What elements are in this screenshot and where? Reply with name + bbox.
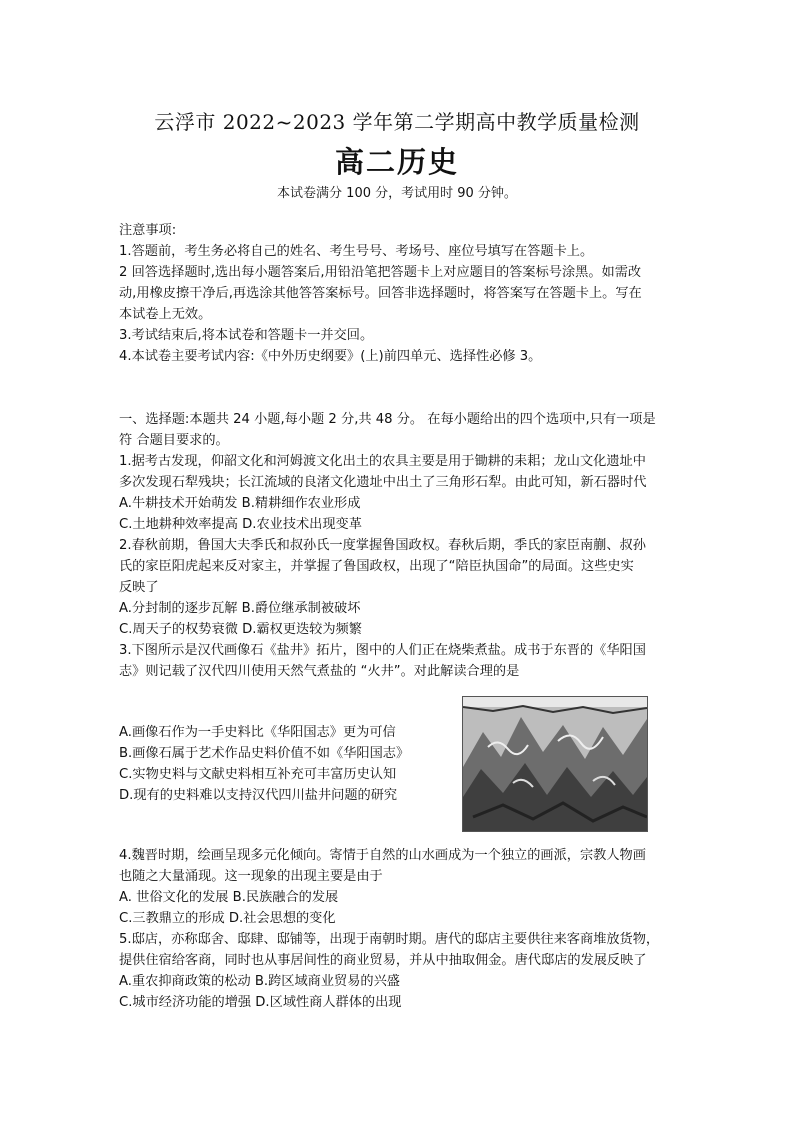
question-5-options: C.城市经济功能的增强 D.区域性商人群体的出现 [119,995,402,1010]
exam-info: 本试卷满分 100 分，考试用时 90 分钟。 [277,186,517,201]
section-heading: 一、选择题:本题共 24 小题,每小题 2 分,共 48 分。 在每小题给出的四个选项中,只有一项是 [119,412,656,427]
question-1-stem: 1.据考古发现，仰韶文化和河姆渡文化出土的农具主要是用于锄耕的耒耜；龙山文化遗址中 [119,454,646,469]
note-line: 4.本试卷主要考试内容:《中外历史纲要》(上)前四单元、选择性必修 3。 [119,349,542,364]
question-2-options: A.分封制的逐步瓦解 B.爵位继承制被破坏 [119,601,361,616]
notes-heading: 注意事项: [119,223,177,238]
question-5-options: A.重农抑商政策的松动 B.跨区域商业贸易的兴盛 [119,974,400,989]
question-2-stem: 2.春秋前期，鲁国大夫季氏和叔孙氏一度掌握鲁国政权。春秋后期，季氏的家臣南蒯、叔孙 [119,538,646,553]
question-3-option: B.画像石属于艺术作品史料价值不如《华阳国志》 [119,746,410,761]
question-4-stem: 4.魏晋时期，绘画呈现多元化倾向。寄情于自然的山水画成为一个独立的画派，宗教人物画 [119,848,646,863]
question-3-option: C.实物史料与文献史料相互补充可丰富历史认知 [119,767,397,782]
question-5-stem: 5.邸店，亦称邸舍、邸肆、邸铺等，出现于南朝时期。唐代的邸店主要供往来客商堆放货物， [119,932,660,947]
note-line: 3.考试结束后,将本试卷和答题卡一并交回。 [119,328,374,343]
exam-title: 云浮市 2022~2023 学年第二学期高中教学质量检测 [154,110,640,134]
note-line: 2 回答选择题时,选出每小题答案后,用铅沿笔把答题卡上对应题目的答案标号涂黑。如需改 [119,265,642,280]
question-4-options: A. 世俗文化的发展 B.民族融合的发展 [119,890,339,905]
question-5-stem: 提供住宿给客商，同时也从事居间性的商业贸易，并从中抽取佣金。唐代邸店的发展反映了 [119,953,647,968]
question-4-options: C.三教鼎立的形成 D.社会思想的变化 [119,911,336,926]
question-2-stem: 氏的家臣阳虎起来反对家主，并掌握了鲁国政权，出现了“陪臣执国命”的局面。这些史实 [119,559,634,574]
question-1-options: C.土地耕种效率提高 D.农业技术出现变革 [119,517,362,532]
question-1-options: A.牛耕技术开始萌发 B.精耕细作农业形成 [119,496,361,511]
question-3-option: D.现有的史料难以支持汉代四川盐井问题的研究 [119,788,398,803]
note-line: 本试卷上无效。 [119,307,212,322]
section-heading: 符 合题目要求的。 [119,433,229,448]
note-line: 1.答题前，考生务必将自己的姓名、考生号号、考场号、座位号填写在答题卡上。 [119,244,594,259]
question-3-stem: 志》则记载了汉代四川使用天然气煮盐的 “火井”。对此解读合理的是 [119,664,520,679]
question-3-option: A.画像石作为一手史料比《华阳国志》更为可信 [119,725,396,740]
question-2-options: C.周天子的权势衰微 D.霸权更迭较为频繁 [119,622,362,637]
question-2-stem: 反映了 [119,580,159,595]
note-line: 动,用橡皮擦干净后,再选涂其他答答案标号。回答非选择题时，将答案写在答题卡上。写在 [119,286,642,301]
salt-well-rubbing-image [462,696,648,832]
subject-title: 高二历史 [334,145,459,179]
question-1-stem: 多次发现石犁残块；长江流域的良渚文化遗址中出土了三角形石犁。由此可知，新石器时代 [119,475,647,490]
question-4-stem: 也随之大量涌现。这一现象的出现主要是由于 [119,869,383,884]
question-3-stem: 3.下图所示是汉代画像石《盐井》拓片，图中的人们正在烧柴煮盐。成书于东晋的《华阳国 [119,643,646,658]
